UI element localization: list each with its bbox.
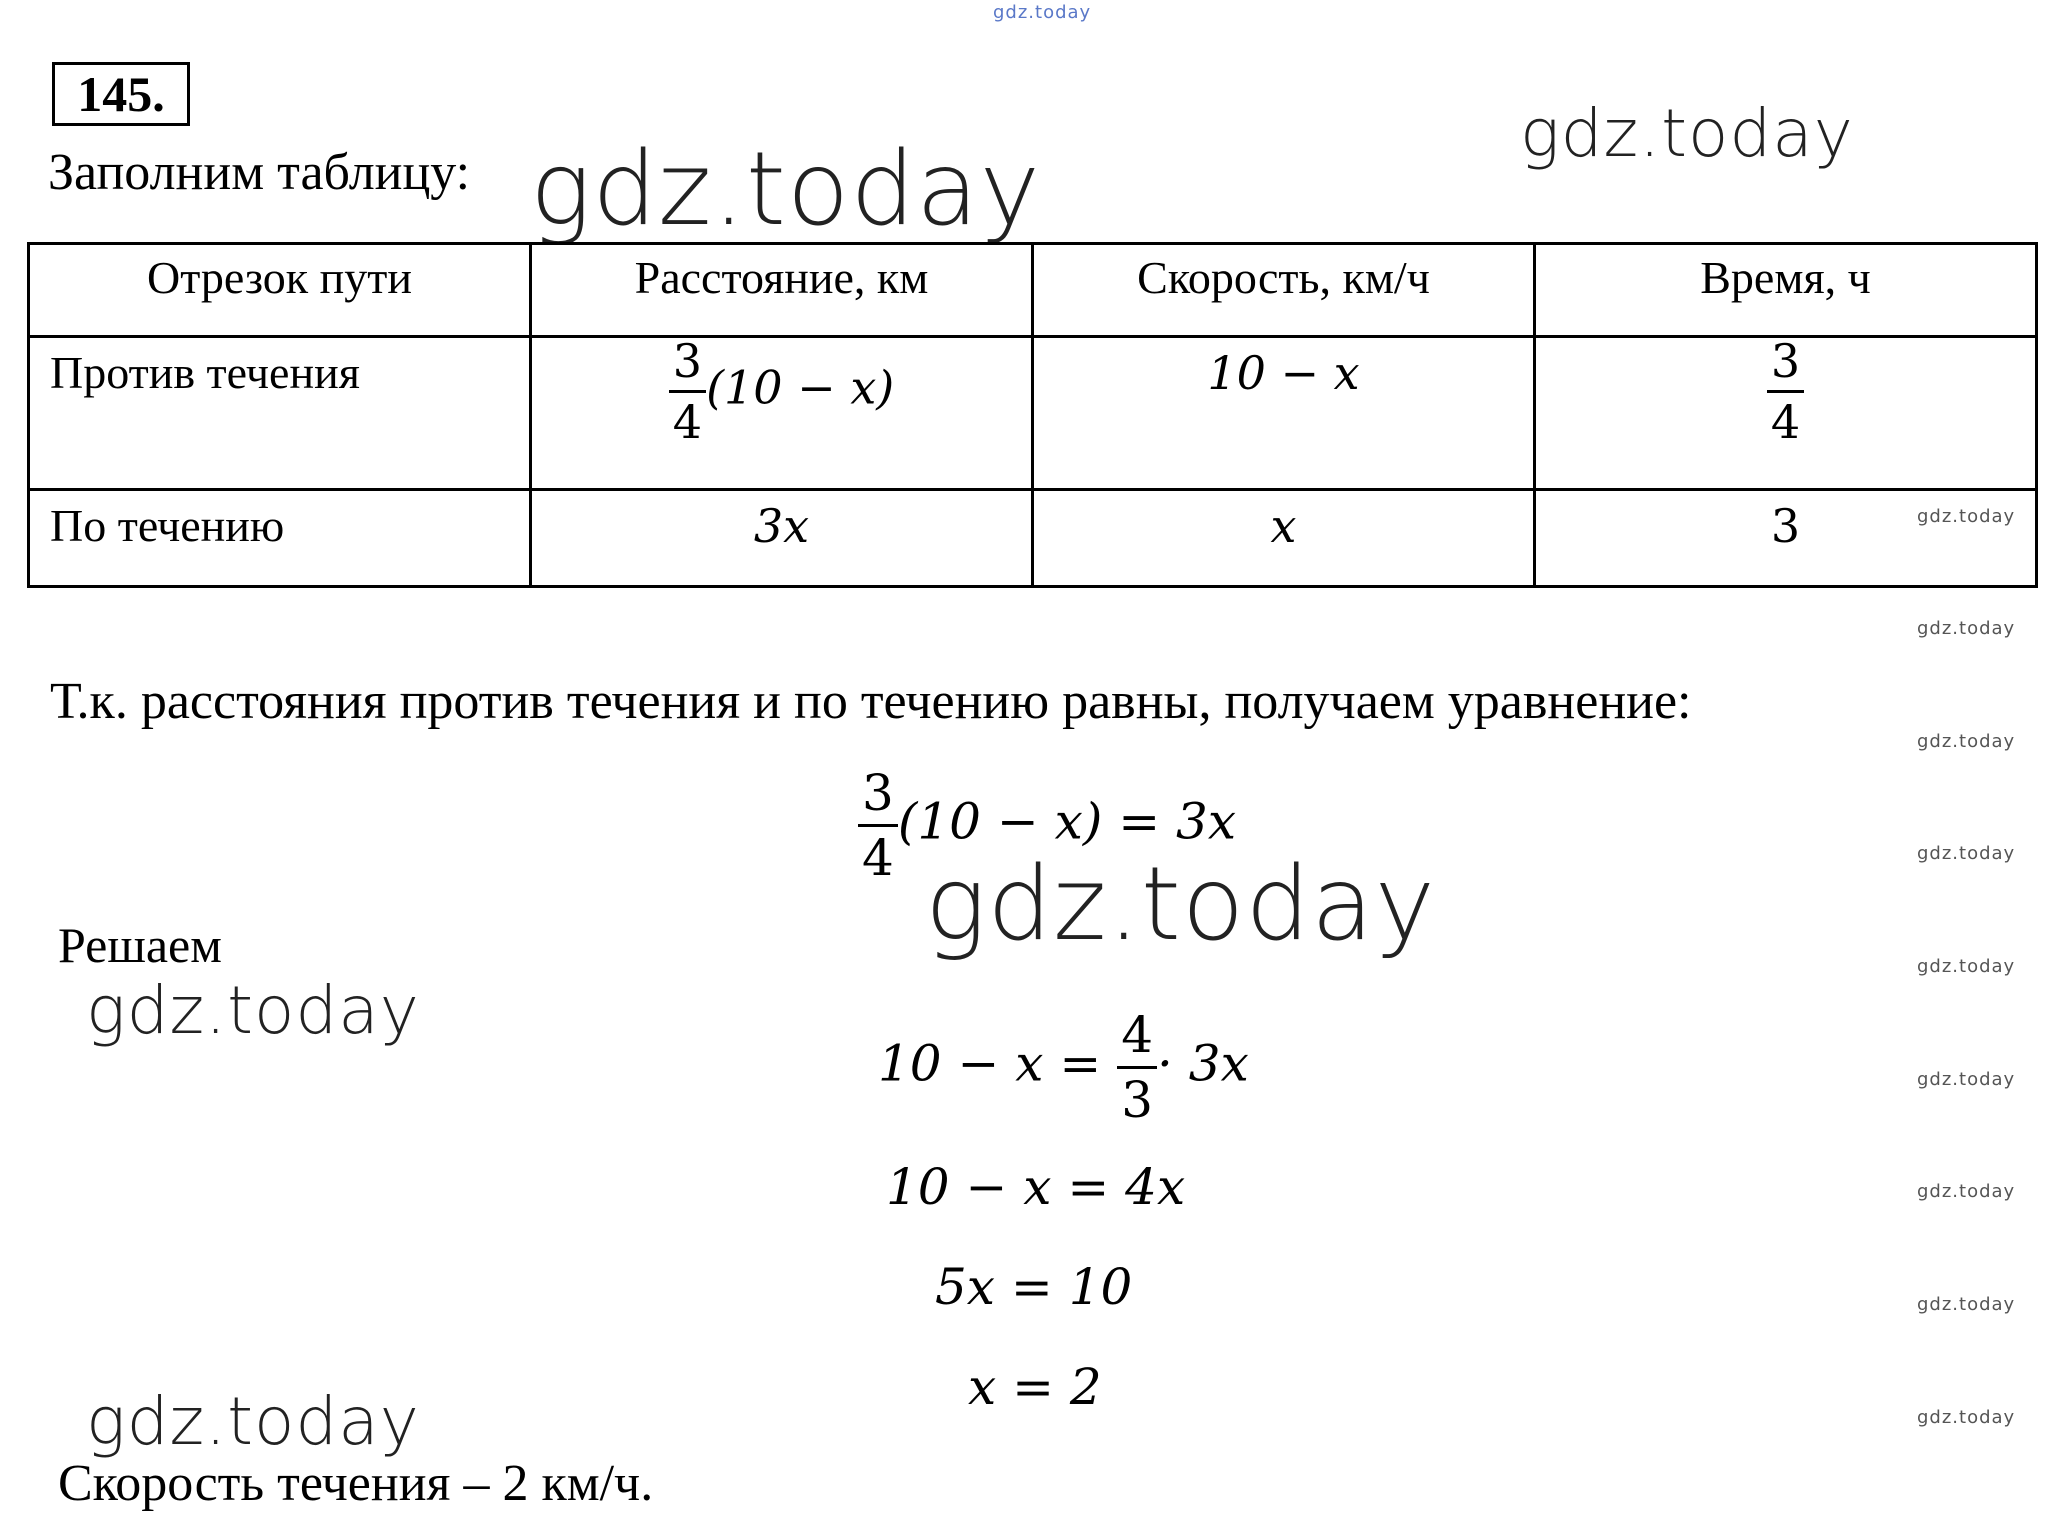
upstream-distance-expression: (10 − x) — [706, 360, 895, 415]
watermark-top-right: gdz.today — [1520, 95, 1854, 172]
fraction-denominator: 4 — [862, 829, 894, 887]
reasoning-text: Т.к. расстояния против течения и по течению равны, получаем уравнение: — [50, 673, 1692, 730]
downstream-label: По течению — [29, 490, 531, 587]
watermark-bottom-left: gdz.today — [86, 1383, 420, 1460]
watermark-small: gdz.today — [1917, 506, 2016, 527]
downstream-time: 3 — [1535, 490, 2037, 587]
fraction-denominator: 3 — [1121, 1071, 1153, 1129]
header-segment: Отрезок пути — [29, 244, 531, 337]
watermark-small: gdz.today — [1917, 1294, 2016, 1315]
main-equation-fraction — [858, 764, 898, 887]
header-speed: Скорость, км/ч — [1033, 244, 1535, 337]
upstream-time-fraction — [1767, 334, 1804, 449]
fraction-numerator: 3 — [669, 338, 706, 393]
watermark-large: gdz.today — [530, 130, 1041, 249]
upstream-label: Против течения — [29, 337, 531, 490]
solve-label: Решаем — [58, 917, 222, 973]
watermark-small: gdz.today — [1917, 956, 2016, 977]
watermark-small: gdz.today — [1917, 1407, 2016, 1428]
main-equation-rest: (10 − x) = 3x — [897, 792, 1237, 851]
step-1 — [878, 1006, 1249, 1129]
watermark-small: gdz.today — [1917, 731, 2016, 752]
intro-text: Заполним таблицу: — [48, 144, 471, 201]
fraction-denominator: 4 — [1770, 395, 1801, 449]
problem-number: 145. — [52, 62, 190, 126]
watermark-small: gdz.today — [1917, 843, 2016, 864]
fraction-denominator: 4 — [672, 395, 703, 449]
main-equation — [858, 764, 1237, 887]
downstream-distance: 3x — [531, 490, 1033, 587]
watermark-top: gdz.today — [993, 2, 1092, 23]
watermark-small: gdz.today — [1917, 618, 2016, 639]
watermark-small: gdz.today — [1917, 1181, 2016, 1202]
upstream-time — [1535, 334, 2037, 490]
header-distance: Расстояние, км — [531, 244, 1033, 337]
watermark-left: gdz.today — [86, 972, 420, 1049]
fraction-numerator: 3 — [1767, 338, 1804, 393]
step-3: 5x = 10 — [935, 1258, 1133, 1316]
table-row-upstream — [29, 337, 2037, 490]
watermark-small: gdz.today — [1917, 1069, 2016, 1090]
step-4: x = 2 — [968, 1358, 1102, 1416]
step-1-left: 10 − x = — [878, 1034, 1118, 1093]
fraction-numerator: 4 — [1117, 1010, 1157, 1069]
table-header-row — [29, 244, 2037, 337]
fraction-numerator: 3 — [858, 768, 898, 827]
upstream-distance-fraction — [669, 334, 706, 449]
header-time: Время, ч — [1535, 244, 2037, 337]
step-2: 10 − x = 4x — [886, 1158, 1186, 1216]
watermark-center: gdz.today — [925, 845, 1436, 964]
answer-text: Скорость течения – 2 км/ч. — [58, 1455, 654, 1512]
downstream-speed: x — [1033, 490, 1535, 587]
upstream-distance — [531, 334, 1033, 490]
table-row-downstream — [29, 490, 2037, 587]
upstream-speed: 10 − x — [1033, 337, 1535, 490]
step-1-fraction — [1117, 1006, 1157, 1129]
step-1-right: · 3x — [1157, 1034, 1249, 1093]
motion-table — [27, 242, 2038, 588]
